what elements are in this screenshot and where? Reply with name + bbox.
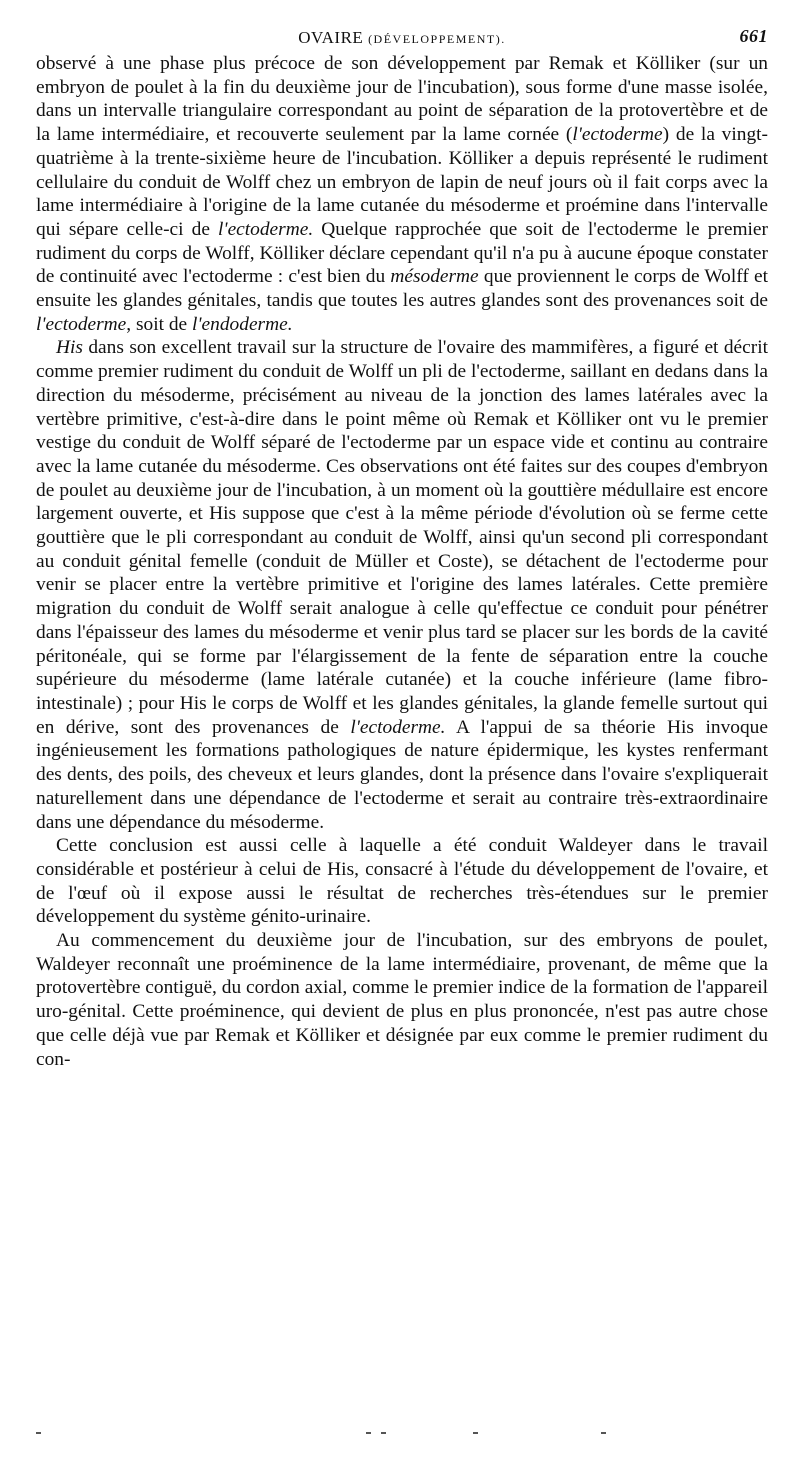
text-run: ) de la vingt-quatrième à la trente-sixième heure de l'incubation. Kölliker a depuis représenté le rudiment cellulaire du conduit de Wolff chez un embryon de lapin de neuf jours où il fait corps avec la lame intermédiaire à l'origine de la lame cutanée du mésoderme et proémine dans l'intervalle qui sépare celle-ci de: [36, 124, 768, 240]
bottom-specks: [36, 1432, 768, 1442]
paragraph: [36, 929, 768, 1071]
running-title-main: OVAIRE: [298, 28, 364, 47]
text-run: dans son excellent travail sur la structure de l'ovaire des mammifères, a figuré et décrit comme premier rudiment du conduit de Wolff un pli de l'ectoderme, saillant en dedans dans la direction du mésoderme, précisément au niveau de la jonction des lames latérales avec la vertèbre primitive, c'est-à-dire dans le point même où Remak et Kölliker ont vu le premier vestige du conduit de Wolff séparé de l'ectoderme par un espace vide et continu au contraire avec la lame cutanée du mésoderme. Ces observations ont été faites sur des coupes d'embryon de poulet au deuxième jour de l'incubation, à un moment où la gouttière médullaire est encore largement ouverte, et His suppose que c'est à la même période d'évolution où se ferme cette gouttière que le pli correspondant au conduit de Wolff, ainsi qu'un second pli correspondant au conduit génital femelle (conduit de Müller et Coste), se détachent de l'ectoderme pour venir se placer entre la vertèbre primitive et l'origine des lames latérales. Cette première migration du conduit de Wolff serait analogue à celle qu'effectue ce conduit pour pénétrer dans l'épaisseur des lames du mésoderme et venir plus tard se placer sur les bords de la cavité péritonéale, qui se forme par l'élargissement de la fente de séparation entre la couche supérieure du mésoderme (lame latérale cutanée) et la couche inférieure (lame fibro-intestinale) ; pour His le corps de Wolff et les glandes génitales, la glande femelle surtout qui en dérive, sont des provenances de: [36, 337, 768, 738]
document-page: [36, 22, 768, 1071]
body-text: [36, 52, 768, 1071]
text-run: A l'appui de sa théorie His invoque ingénieusement les formations pathologiques de nature épidermique, les kystes renfermant des dents, des poils, des cheveux et leurs glandes, dont la présence dans l'ovaire s'expliquerait naturellement dans une dépendance de l'ectoderme et serait au contraire très-extraordinaire dans une dépendance du mésoderme.: [36, 716, 768, 833]
paragraph: [36, 52, 768, 336]
text-run: observé à une phase plus précoce de son développement par Remak et Kölliker (sur un embryon de poulet à la fin du deuxième jour de l'incubation), sous forme d'une masse isolée, dans un intervalle triangulaire correspondant au point de séparation de la protovertèbre et de la lame intermédiaire, et recouverte seulement par la lame cornée (: [36, 53, 768, 146]
italic-text: l'ectoderme.: [350, 716, 446, 738]
text-run: Cette conclusion est aussi celle à laquelle a été conduit Waldeyer dans le travail considérable et postérieur à celui de His, consacré à l'étude du développement de l'ovaire, et de l'œuf où il expose aussi le résultat de recherches très-étendues sur le premier développement du système génito-urinaire.: [36, 835, 768, 928]
paragraph: [36, 336, 768, 834]
italic-text: l'ectoderme: [572, 124, 663, 146]
paragraph: [36, 834, 768, 929]
text-run: Quelque rapprochée que soit de l'ectoderme le premier rudiment du corps de Wolff, Kölliker déclare cependant qu'il n'a pu à aucune époque constater de continuité avec l'ectoderme : c'est bien du: [36, 218, 768, 288]
page-number: 661: [739, 26, 768, 46]
italic-text: mésoderme: [390, 266, 479, 288]
text-run: Au commencement du deuxième jour de l'incubation, sur des embryons de poulet, Waldeyer reconnaît une proéminence de la lame intermédiaire, provenant, de même que la protovertèbre contiguë, du cordon axial, comme le premier indice de la formation de l'appareil uro-génital. Cette proéminence, qui devient de plus en plus prononcée, n'est pas autre chose que celle déjà vue par Remak et Kölliker et désignée par eux comme le premier rudiment du con-: [36, 930, 768, 1070]
running-title-sub: (DÉVELOPPEMENT).: [368, 32, 506, 46]
italic-text: l'ectoderme: [36, 313, 127, 335]
text-run: , soit de: [126, 313, 193, 335]
text-run: que proviennent le corps de Wolff et ensuite les glandes génitales, tandis que toutes les autres glandes sont des provenances soit de: [36, 266, 768, 312]
running-title: [36, 28, 768, 48]
italic-text: l'ectoderme.: [218, 218, 314, 240]
italic-text: His: [56, 337, 83, 359]
running-header: [36, 22, 768, 52]
italic-text: l'endoderme.: [192, 313, 293, 335]
